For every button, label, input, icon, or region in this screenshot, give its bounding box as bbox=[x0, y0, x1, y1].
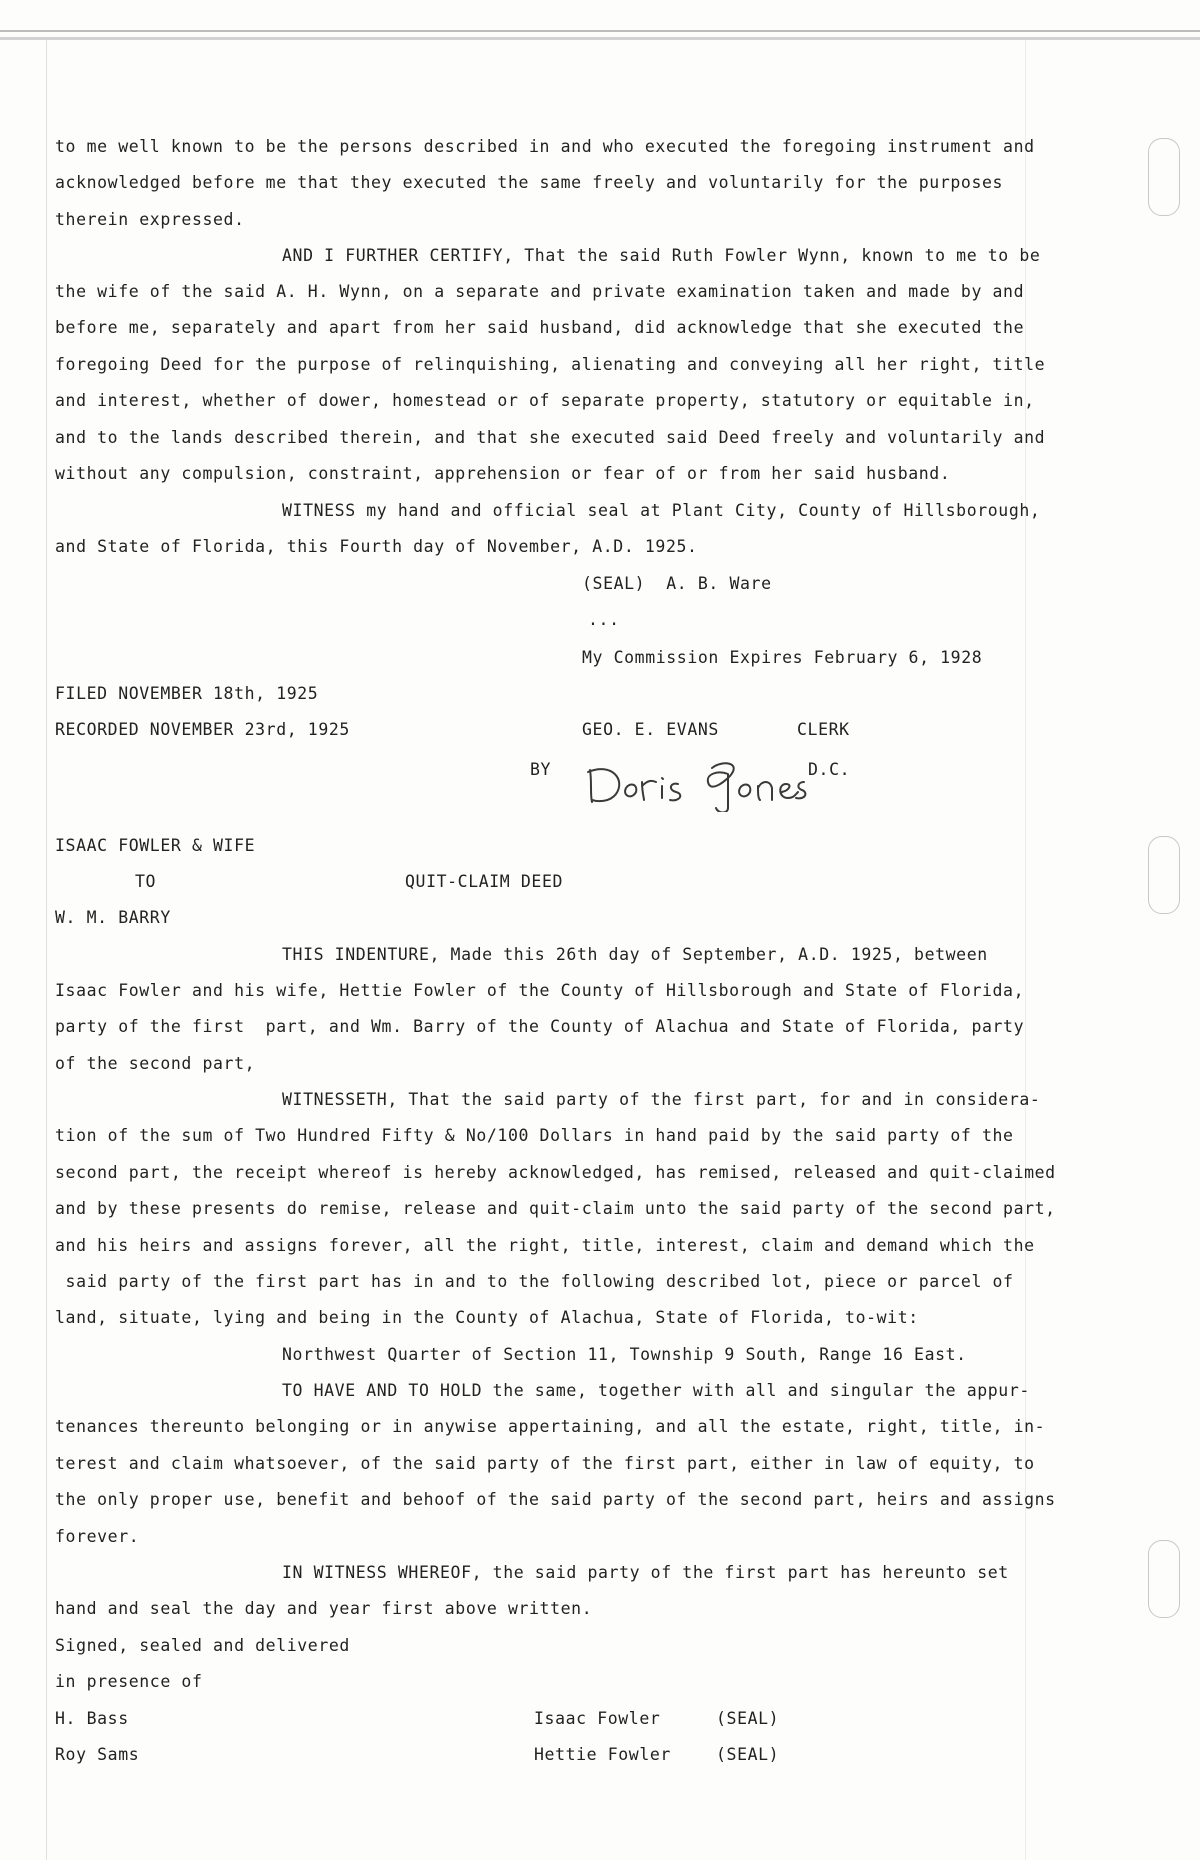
deed-line: land, situate, lying and being in the County of Alachua, State of Florida, to-wit: bbox=[55, 1308, 919, 1327]
binder-hole bbox=[1148, 1540, 1180, 1618]
grantee-heading: W. M. BARRY bbox=[55, 908, 171, 927]
filed-date: FILED NOVEMBER 18th, 1925 bbox=[55, 684, 319, 703]
seal-mark: (SEAL) bbox=[716, 1745, 780, 1764]
certificate-line: to me well known to be the persons described in and who executed the foregoing instrument and bbox=[55, 137, 1035, 156]
deed-line: tenances thereunto belonging or in anywise appertaining, and all the estate, right, title, in- bbox=[55, 1417, 1046, 1436]
left-margin-line bbox=[46, 40, 47, 1860]
grantor-heading: ISAAC FOWLER & WIFE bbox=[55, 836, 256, 855]
presence-line: in presence of bbox=[55, 1672, 203, 1691]
clerk-title: CLERK bbox=[797, 720, 850, 739]
deed-line: said party of the first part has in and to the following described lot, piece or parcel of bbox=[55, 1272, 1014, 1291]
certificate-line: and interest, whether of dower, homestead or of separate property, statutory or equitable in, bbox=[55, 391, 1035, 410]
deed-line: and by these presents do remise, release and quit-claim unto the said party of the second part, bbox=[55, 1199, 1056, 1218]
deed-line: terest and claim whatsoever, of the said party of the first part, either in law of equity, to bbox=[55, 1454, 1035, 1473]
binder-hole bbox=[1148, 836, 1180, 914]
deed-title: QUIT-CLAIM DEED bbox=[405, 872, 564, 891]
by-label: BY bbox=[530, 760, 552, 779]
clerk-name: GEO. E. EVANS bbox=[582, 720, 719, 739]
legal-description: Northwest Quarter of Section 11, Township 9 South, Range 16 East. bbox=[282, 1345, 967, 1364]
seal-mark: (SEAL) bbox=[716, 1709, 780, 1728]
deed-line: the only proper use, benefit and behoof of the said party of the second part, heirs and assigns bbox=[55, 1490, 1056, 1509]
witness-name: Roy Sams bbox=[55, 1745, 140, 1764]
deed-line: hand and seal the day and year first above written. bbox=[55, 1599, 593, 1618]
grantor-signature: Hettie Fowler bbox=[534, 1745, 671, 1764]
recorded-date: RECORDED NOVEMBER 23rd, 1925 bbox=[55, 720, 350, 739]
signed-sealed-line: Signed, sealed and delivered bbox=[55, 1636, 350, 1655]
certificate-line: and to the lands described therein, and that she executed said Deed freely and voluntarily and bbox=[55, 428, 1046, 447]
deed-line: THIS INDENTURE, Made this 26th day of September, A.D. 1925, between bbox=[282, 945, 988, 964]
deed-line: forever. bbox=[55, 1527, 140, 1546]
certificate-line: AND I FURTHER CERTIFY, That the said Ruth Fowler Wynn, known to me to be bbox=[282, 246, 1041, 265]
deputy-signature bbox=[582, 752, 812, 812]
deed-line: second part, the receipt whereof is hereby acknowledged, has remised, released and quit-claimed bbox=[55, 1163, 1056, 1182]
deed-line: of the second part, bbox=[55, 1054, 256, 1073]
certificate-line: foregoing Deed for the purpose of relinquishing, alienating and conveying all her right, title bbox=[55, 355, 1046, 374]
certificate-line: without any compulsion, constraint, apprehension or fear of or from her said husband. bbox=[55, 464, 951, 483]
witness-name: H. Bass bbox=[55, 1709, 129, 1728]
deed-line: and his heirs and assigns forever, all the right, title, interest, claim and demand which the bbox=[55, 1236, 1035, 1255]
certificate-line: before me, separately and apart from her said husband, did acknowledge that she executed the bbox=[55, 318, 1025, 337]
top-rule bbox=[0, 37, 1200, 40]
certificate-line: the wife of the said A. H. Wynn, on a separate and private examination taken and made by and bbox=[55, 282, 1025, 301]
deed-line: IN WITNESS WHEREOF, the said party of the first part has hereunto set bbox=[282, 1563, 1009, 1582]
top-rule bbox=[0, 30, 1200, 32]
notary-seal-line: (SEAL) A. B. Ware bbox=[582, 574, 772, 593]
binder-hole bbox=[1148, 138, 1180, 216]
certificate-line: therein expressed. bbox=[55, 210, 245, 229]
notary-commission: My Commission Expires February 6, 1928 bbox=[582, 648, 983, 667]
grantor-signature: Isaac Fowler bbox=[534, 1709, 661, 1728]
deed-line: tion of the sum of Two Hundred Fifty & No/100 Dollars in hand paid by the said party of the bbox=[55, 1126, 1014, 1145]
to-heading: TO bbox=[135, 872, 157, 891]
certificate-line: and State of Florida, this Fourth day of November, A.D. 1925. bbox=[55, 537, 698, 556]
certificate-line: WITNESS my hand and official seal at Plant City, County of Hillsborough, bbox=[282, 501, 1041, 520]
deed-line: TO HAVE AND TO HOLD the same, together with all and singular the appur- bbox=[282, 1381, 1030, 1400]
deputy-title: D.C. bbox=[808, 760, 851, 779]
deed-line: Isaac Fowler and his wife, Hettie Fowler of the County of Hillsborough and State of Florida, bbox=[55, 981, 1025, 1000]
deed-line: party of the first part, and Wm. Barry of the County of Alachua and State of Florida, party bbox=[55, 1017, 1025, 1036]
right-margin-line bbox=[1025, 40, 1026, 1860]
notary-dots: ... bbox=[588, 610, 620, 629]
deed-line: WITNESSETH, That the said party of the first part, for and in considera- bbox=[282, 1090, 1041, 1109]
certificate-line: acknowledged before me that they executed the same freely and voluntarily for the purposes bbox=[55, 173, 1004, 192]
